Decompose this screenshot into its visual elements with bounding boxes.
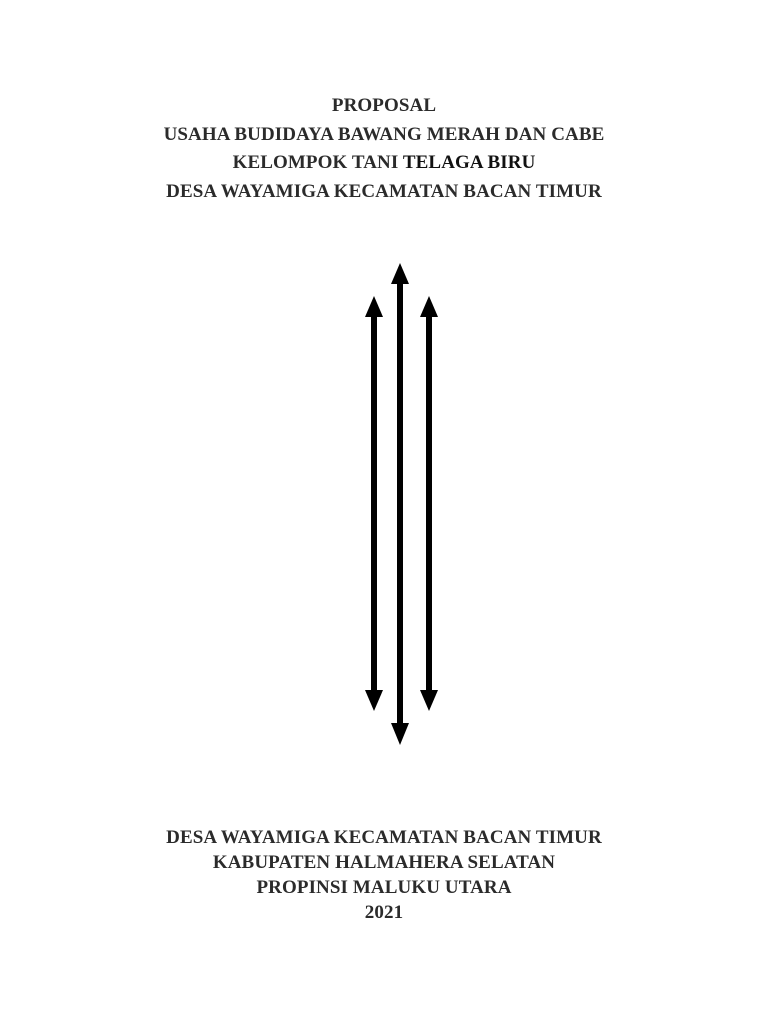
left-double-arrow-icon — [365, 296, 383, 711]
footer-village-line: DESA WAYAMIGA KECAMATAN BACAN TIMUR — [166, 827, 602, 848]
farmer-group-prefix: KELOMPOK TANI — [232, 152, 403, 173]
village-district-line: DESA WAYAMIGA KECAMATAN BACAN TIMUR — [166, 180, 602, 202]
triple-double-headed-arrows-icon — [355, 260, 450, 750]
farmer-group-line — [0, 149, 768, 178]
right-double-arrow-icon — [420, 296, 438, 711]
cover-title — [0, 92, 768, 206]
document-type-heading: PROPOSAL — [331, 95, 437, 116]
cover-footer — [0, 825, 768, 925]
farmer-group-name: TELAGA BIRU — [402, 152, 536, 173]
footer-province-line: PROPINSI MALUKU UTARA — [256, 877, 512, 898]
center-double-arrow-icon — [391, 263, 409, 745]
project-title: USAHA BUDIDAYA BAWANG MERAH DAN CABE — [163, 123, 605, 145]
footer-regency-line: KABUPATEN HALMAHERA SELATAN — [212, 852, 556, 873]
footer-year: 2021 — [364, 902, 404, 923]
